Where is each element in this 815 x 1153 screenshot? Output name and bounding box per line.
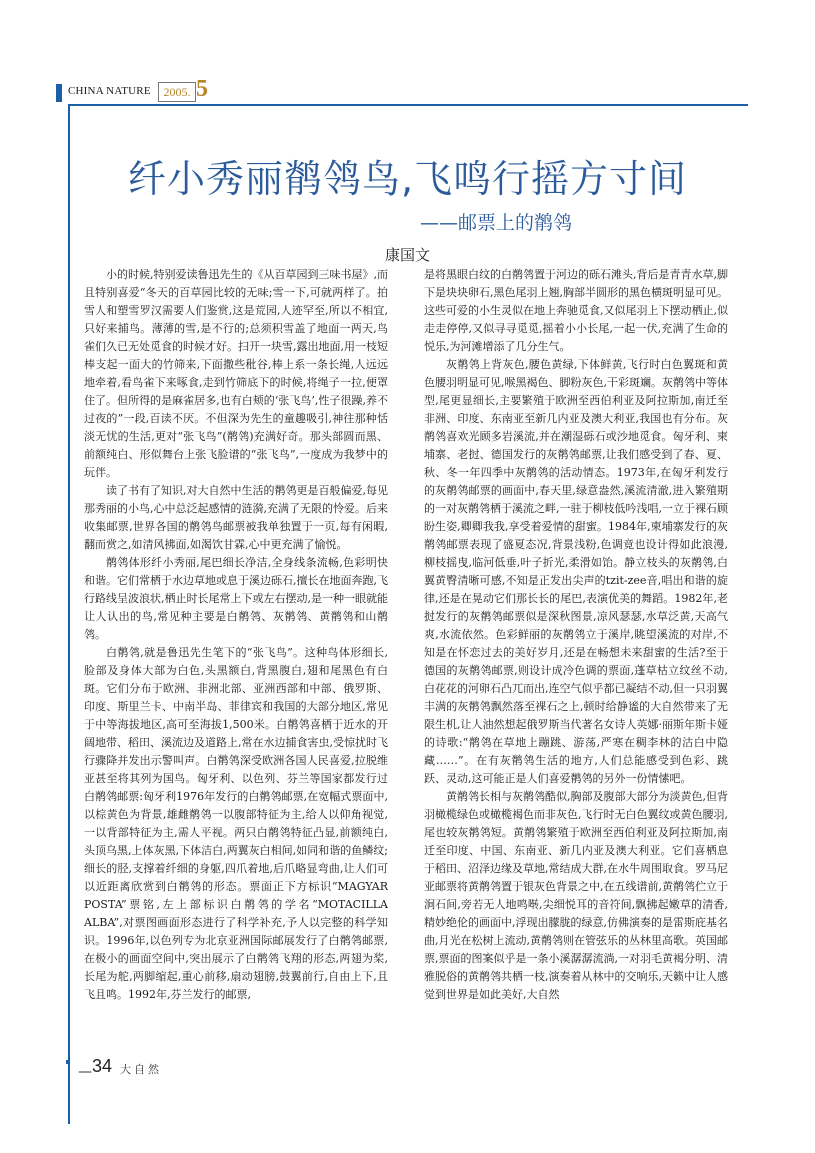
page-number: 34 (92, 1056, 113, 1076)
article-author: 康国文 (384, 246, 430, 264)
footer-magazine-name: 大自然 (120, 1063, 162, 1076)
header-accent-bar (56, 84, 62, 102)
magazine-name: CHINA NATURE (68, 85, 151, 97)
footer-marker (66, 1060, 70, 1064)
paragraph: 是将黑眼白纹的白鹡鸰置于河边的砾石滩头,背后是青青水草,脚下是块块卵石,黑色尾羽上翘,胸部半圆形的黑色横斑明显可见。这些可爱的小生灵似在地上奔驰觅食,又似尾羽上下摆动栖止,似走走停停,又似寻寻觅觅,摇着小小长尾,一起一伏,充满了生命的悦乐,为河滩增添了几分生气。 (424, 268, 728, 353)
article-subtitle: ——邮票上的鹡鸰 (420, 212, 573, 234)
issue-year: 2005. (158, 82, 196, 102)
issue-number: 5 (196, 76, 208, 102)
article-title: 纤小秀丽鹡鸰鸟,飞鸣行摇方寸间 (127, 157, 688, 201)
paragraph: 黄鹡鸰长相与灰鹡鸰酷似,胸部及腹部大部分为淡黄色,但背羽橄榄绿色或橄榄褐色而非灰色,飞行时无白色翼纹或黄色腰羽,尾也较灰鹡鸰短。黄鹡鸰繁殖于欧洲至西伯利亚及阿拉斯加,南迁至印度、中国、东南亚、新几内亚及澳大利亚。它们喜栖息于稻田、沼泽边缘及草地,常结成大群,在水牛周围取食。罗马尼亚邮票将黄鹡鸰置于银灰色背景之中,在五线谱前,黄鹡鸰伫立于涧石间,旁若无人地鸣啭,尖细悦耳的音符间,飘拂起嫩草的清香,精妙绝伦的画面中,浮现出朦胧的绿意,仿佛演奏的是雷斯庇基名曲,月光在松树上流动,黄鹡鸰则在管弦乐的丛林里高歌。英国邮票,票面的图案似乎是一条小溪潺潺流淌,一对羽毛黄褐分明、清雅脱俗的黄鹡鸰共栖一枝,演奏着从林中的交响乐,天籁中让人感觉到世界是如此美好,大自然 (424, 790, 728, 1001)
footer-dash: — (78, 1064, 92, 1080)
paragraph: 小的时候,特别爱读鲁迅先生的《从百草园到三味书屋》,而且特别喜爱“冬天的百草园比较的无味;雪一下,可就两样了。拍雪人和塑雪罗汉需要人们鉴赏,这是荒园,人迹罕至,所以不相宜,只好来捕鸟。薄薄的雪,是不行的;总须积雪盖了地面一两天,鸟雀们久已无处觅食的时候才好。扫开一块雪,露出地面,用一枝短棒支起一面大的竹筛来,下面撒些秕谷,棒上系一条长绳,人远远地牵着,看鸟雀下来啄食,走到竹筛底下的时候,将绳子一拉,便罩住了。但所得的是麻雀居多,也有白颊的‘张飞鸟’,性子很躁,养不过夜的”一段,百读不厌。不但深为先生的童趣吸引,神往那种恬淡无忧的生活,更对“张飞鸟”(鹡鸰)充满好奇。那头部圆而黑、前额纯白、形似舞台上张飞脸谱的“张飞鸟”,一度成为我梦中的玩伴。 (84, 268, 388, 479)
body-column-right (424, 266, 728, 1056)
frame-horizontal-rule (68, 104, 748, 106)
paragraph: 读了书有了知识,对大自然中生活的鹡鸰更是百般偏爱,每见那秀丽的小鸟,心中总泛起感情的涟漪,充满了无限的怜爱。后来收集邮票,世界各国的鹡鸰鸟邮票被我单独置于一页,每有闲暇,翻而赏之,如清风拂面,如渴饮甘霖,心中更充满了愉悦。 (84, 484, 388, 551)
paragraph: 鹡鸰体形纤小秀丽,尾巴细长净洁,全身线条流畅,色彩明快和谐。它们常栖于水边草地或息于溪边砾石,擅长在地面奔跑,飞行路线呈波浪状,栖止时长尾常上下或左右摆动,是一种一眼就能让人认出的鸟,常见种主要是白鹡鸰、灰鹡鸰、黄鹡鸰和山鹡鸰。 (84, 556, 388, 641)
paragraph: 灰鹡鸰上背灰色,腰色黄绿,下体鲜黄,飞行时白色翼斑和黄色腰羽明显可见,喉黑褐色、脚粉灰色,干彩斑斓。灰鹡鸰中等体型,尾更显细长,主要繁殖于欧洲至西伯利亚及阿拉斯加,南迁至非洲、印度、东南亚至新几内亚及澳大利亚,我国也有分布。灰鹡鸰喜欢光顾多岩溪流,并在潮湿砾石或沙地觅食。匈牙利、柬埔寨、老挝、德国发行的灰鹡鸰邮票,让我们感受到了春、夏、秋、冬一年四季中灰鹡鸰的活动情态。1973年,在匈牙利发行的灰鹡鸰邮票的画面中,春天里,绿意盎然,溪流清澈,进入繁殖期的一对灰鹡鸰栖于溪流之畔,一驻于柳枝低吟浅唱,一立于裸石顾盼生姿,卿卿我我,享受着爱情的甜蜜。1984年,柬埔寨发行的灰鹡鸰邮票表现了盛夏态况,背景浅粉,色调竟也设计得如此浪漫,柳枝摇曳,临河低垂,叶子折光,柔滑如饴。静立枝头的灰鹡鸰,白翼黄臀清晰可感,不知是正发出尖声的tzit-zee音,唱出和谐的旋律,还是在晃动它们那长长的尾巴,表演优美的舞蹈。1982年,老挝发行的灰鹡鸰邮票似是深秋图景,凉风瑟瑟,水草泛黄,天高气爽,水流依然。色彩鲜丽的灰鹡鸰立于溪岸,眺望溪流的对岸,不知是在怀恋过去的美好岁月,还是在畅想未来甜蜜的生活?至于德国的灰鹡鸰邮票,则设计成冷色调的票面,蓬草枯立纹丝不动,白花花的河卵石凸兀而出,连空气似乎都已凝结不动,但一只羽翼丰满的灰鹡鸰飘然落至裸石之上,顿时给静谧的大自然带来了无限生机,让人油然想起俄罗斯当代著名女诗人英娜·丽斯年斯卡娅的诗歌:“鹡鸰在草地上蹦跳、游荡,严寒在稠李林的沽白中隐藏……”。在有灰鹡鸰生活的地方,人们总能感受到色彩、跳跃、灵动,这可能正是人们喜爱鹡鸰的另外一份情愫吧。 (424, 358, 728, 785)
paragraph: 白鹡鸰,就是鲁迅先生笔下的“张飞鸟”。这种鸟体形细长,脸部及身体大部为白色,头黑额白,背黑腹白,翅和尾黑色有白斑。它们分布于欧洲、非洲北部、亚洲西部和中部、俄罗斯、印度、斯里兰卡、中南半岛、菲律宾和我国的大部分地区,常见于中等海拔地区,高可至海拔1,500米。白鹡鸰喜栖于近水的开阔地带、稻田、溪流边及道路上,常在水边捕食害虫,受惊扰时飞行骤降并发出示警叫声。白鹡鸰深受欧洲各国人民喜爱,拉脱维亚甚至将其列为国鸟。匈牙利、以色列、芬兰等国家都发行过白鹡鸰邮票:匈牙利1976年发行的白鹡鸰邮票,在宽幅式票面中,以棕黄色为背景,雄雌鹡鸰一以腹部特征为主,给人以仰角视觉,一以背部特征为主,需人平视。两只白鹡鸰特征凸显,前额纯白,头顶乌黑,上体灰黑,下体洁白,两翼灰白相间,如同和谐的鱼鳞纹;细长的胫,支撑着纤细的身躯,四爪着地,后爪略显弯曲,让人们可以近距离欣赏到白鹡鸰的形态。票面正下方标识“MAGYAR POSTA”票铭,左上部标识白鹡鸰的学名“MOTACILLA ALBA”,对票图画面形态进行了科学补充,予人以完整的科学知识。1996年,以色列专为北京亚洲国际邮展发行了白鹡鸰邮票,在极小的画面空间中,突出展示了白鹡鸰飞翔的形态,两翅为桨,长尾为舵,两脚缩起,重心前移,扇动翅膀,鼓翼前行,自由上下,且飞且鸣。1992年,芬兰发行的邮票, (84, 646, 388, 1001)
body-column-left (84, 266, 388, 1056)
